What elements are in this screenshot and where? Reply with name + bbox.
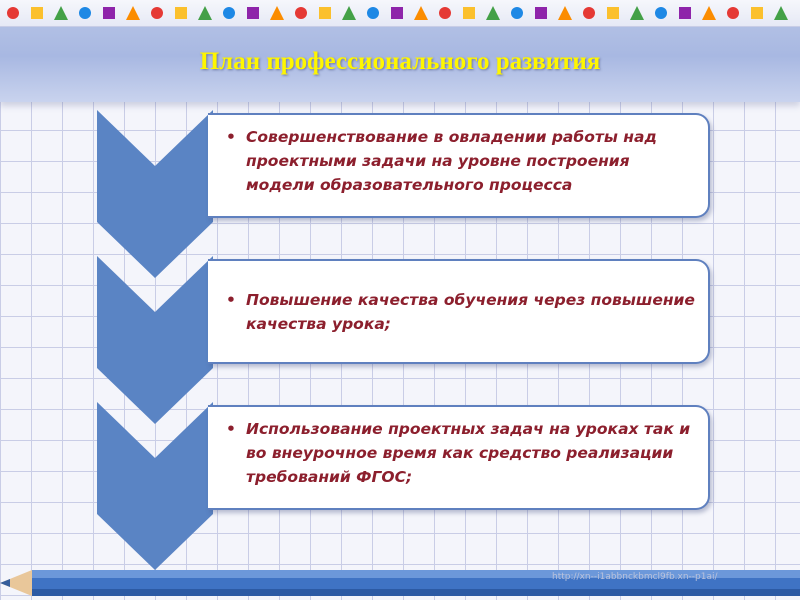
item-box-2: [208, 259, 710, 364]
decorative-shape: [630, 6, 644, 20]
decorative-shape: [751, 7, 763, 19]
decorative-shape: [535, 7, 547, 19]
item-label-3: Использование проектных задач на уроках так и во внеурочное время как средство реализации требований ФГОС;: [246, 420, 691, 486]
decorative-shape: [54, 6, 68, 20]
decorative-shape: [31, 7, 43, 19]
decorative-shape: [151, 7, 163, 19]
decorative-shape: [247, 7, 259, 19]
decorative-shape: [367, 7, 379, 19]
decorative-shape: [391, 7, 403, 19]
decorative-shape: [702, 6, 716, 20]
decorative-shape: [223, 7, 235, 19]
decorative-shape: [342, 6, 356, 20]
decorative-shape: [270, 6, 284, 20]
decorative-shapes-strip: [0, 0, 800, 27]
decorative-shape: [463, 7, 475, 19]
decorative-shape: [7, 7, 19, 19]
decorative-shape: [198, 6, 212, 20]
decorative-shape: [175, 7, 187, 19]
item-box-1: [208, 113, 710, 218]
decorative-shape: [126, 6, 140, 20]
decorative-shape: [103, 7, 115, 19]
item-label-1: Совершенствование в овладении работы над проектными задачи на уровне построения модели образовательного процесса: [246, 128, 657, 194]
bullet-icon: •: [226, 291, 236, 309]
item-text-2: [226, 288, 696, 336]
decorative-shape: [558, 6, 572, 20]
decorative-shape: [679, 7, 691, 19]
decorative-shape: [655, 7, 667, 19]
decorative-shape: [774, 6, 788, 20]
decorative-shape: [79, 7, 91, 19]
item-text-1: [226, 125, 696, 197]
item-label-2: Повышение качества обучения через повышение качества урока;: [246, 291, 695, 333]
decorative-shape: [319, 7, 331, 19]
bullet-icon: •: [226, 128, 236, 146]
chevron-arrow-2: [97, 256, 213, 424]
chevron-arrow-1: [97, 110, 213, 278]
item-box-3: [208, 405, 710, 510]
page-title: План профессионального развития: [199, 48, 601, 75]
decorative-shape: [607, 7, 619, 19]
decorative-shape: [727, 7, 739, 19]
bullet-icon: •: [226, 420, 236, 438]
decorative-shape: [583, 7, 595, 19]
decorative-shape: [295, 7, 307, 19]
decorative-shape: [414, 6, 428, 20]
decorative-shape: [439, 7, 451, 19]
watermark: http://xn--i1abbnckbmcl9fb.xn--p1ai/: [552, 572, 718, 582]
decorative-shape: [486, 6, 500, 20]
decorative-shape: [511, 7, 523, 19]
item-text-3: [226, 417, 696, 489]
chevron-arrow-3: [97, 402, 213, 570]
